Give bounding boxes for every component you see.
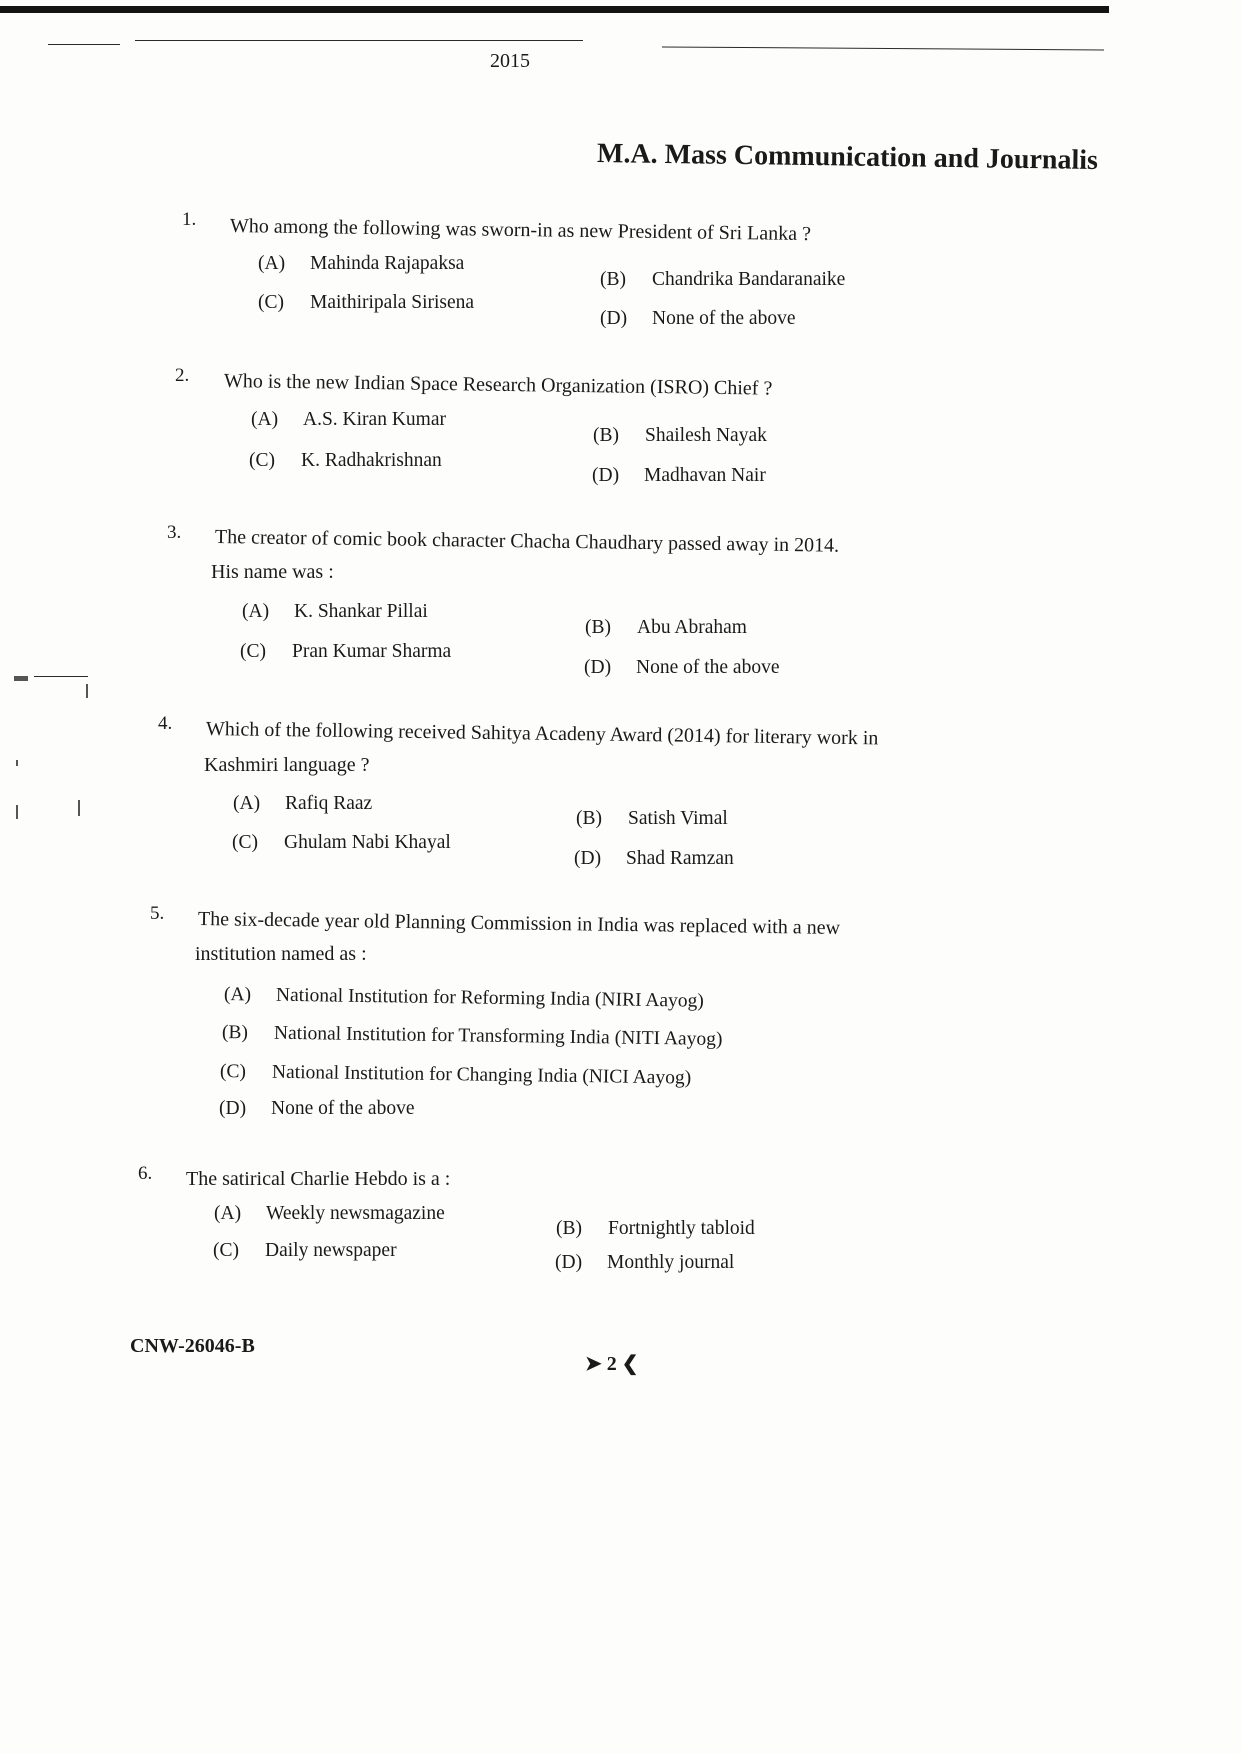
option-d: (D) Monthly journal <box>555 1252 735 1273</box>
scan-top-border <box>0 6 1109 13</box>
option-a: (A) National Institution for Reforming India (NIRI Aayog) <box>223 984 704 1012</box>
question-number: 2. <box>175 365 190 386</box>
question-text: Which of the following received Sahitya Acadeny Award (2014) for literary work in <box>205 718 879 750</box>
option-a: (A) Mahinda Rajapaksa <box>258 253 465 274</box>
option-a: (A) Rafiq Raaz <box>233 793 373 814</box>
question-number: 6. <box>138 1163 153 1184</box>
scan-mark <box>16 805 18 819</box>
question-number: 3. <box>167 522 182 543</box>
option-d: (D) None of the above <box>584 657 780 678</box>
option-c: (C) K. Radhakrishnan <box>249 450 442 471</box>
option-d: (D) None of the above <box>600 308 796 329</box>
option-a: (A) A.S. Kiran Kumar <box>251 409 446 430</box>
question-text: The satirical Charlie Hebdo is a : <box>186 1168 451 1190</box>
option-b: (B) Abu Abraham <box>585 617 747 638</box>
option-c: (C) Pran Kumar Sharma <box>240 641 452 662</box>
option-b: (B) Chandrika Bandaranaike <box>600 269 846 290</box>
option-a: (A) K. Shankar Pillai <box>242 601 428 622</box>
header-rule <box>662 46 1104 50</box>
question-number: 1. <box>182 209 197 230</box>
question-text: Who among the following was sworn-in as new President of Sri Lanka ? <box>229 215 812 246</box>
option-b: (B) Fortnightly tabloid <box>556 1218 755 1239</box>
question-text-line2: Kashmiri language ? <box>204 754 370 776</box>
scan-mark <box>78 800 80 816</box>
paper-title: M.A. Mass Communication and Journalis <box>596 138 1099 176</box>
header-rule <box>48 44 120 45</box>
option-b: (B) National Institution for Transforming India (NITI Aayog) <box>221 1022 723 1050</box>
option-c: (C) Maithiripala Sirisena <box>258 292 475 313</box>
header-rule <box>135 40 583 41</box>
option-c: (C) National Institution for Changing India (NICI Aayog) <box>219 1061 692 1089</box>
question-number: 5. <box>150 903 165 924</box>
option-a: (A) Weekly newsmagazine <box>214 1203 445 1224</box>
exam-year: 2015 <box>490 50 530 72</box>
paper-code: CNW-26046-B <box>130 1335 255 1357</box>
scan-mark <box>14 676 28 681</box>
question-text-line2: institution named as : <box>195 943 367 965</box>
question-text-line2: His name was : <box>211 561 334 583</box>
question-number: 4. <box>158 713 173 734</box>
option-d: (D) Madhavan Nair <box>592 465 766 486</box>
option-d: (D) None of the above <box>219 1098 415 1119</box>
question-text: Who is the new Indian Space Research Organization (ISRO) Chief ? <box>223 370 773 400</box>
question-text: The six-decade year old Planning Commission in India was replaced with a new <box>197 908 841 939</box>
scan-mark <box>34 676 88 677</box>
scan-mark <box>86 684 88 698</box>
option-c: (C) Daily newspaper <box>213 1240 397 1261</box>
question-text: The creator of comic book character Chacha Chaudhary passed away in 2014. <box>214 526 840 557</box>
option-d: (D) Shad Ramzan <box>574 848 734 869</box>
option-b: (B) Shailesh Nayak <box>593 425 767 446</box>
option-b: (B) Satish Vimal <box>576 808 728 829</box>
page-number: ➤ 2 ❮ <box>585 1353 639 1375</box>
scan-mark <box>16 760 18 766</box>
option-c: (C) Ghulam Nabi Khayal <box>232 832 451 853</box>
